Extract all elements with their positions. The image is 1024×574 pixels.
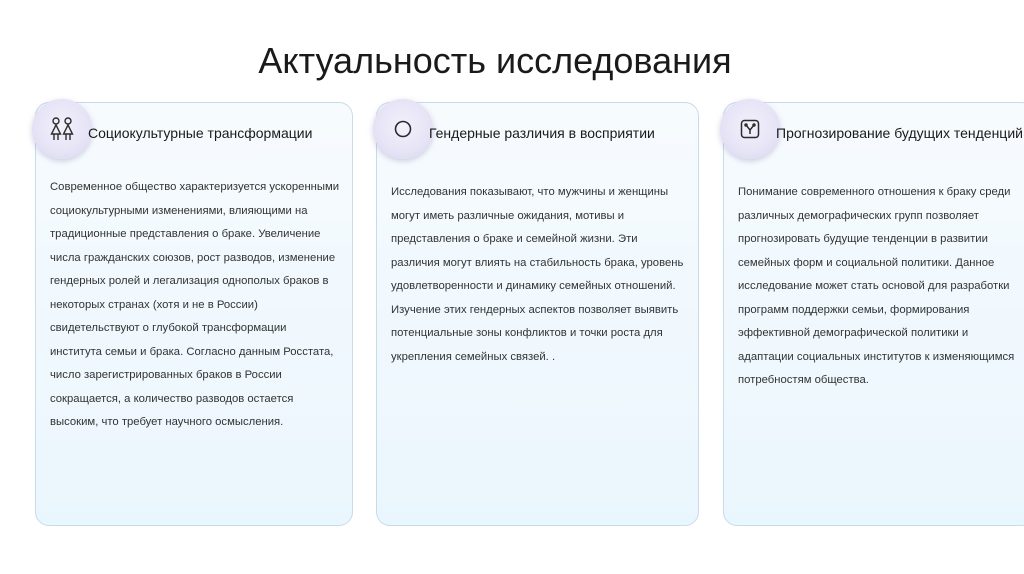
card-sociocultural bbox=[35, 102, 353, 526]
card-forecasting bbox=[723, 102, 1024, 526]
forecast-icon bbox=[720, 99, 780, 159]
card-heading: Гендерные различия в восприятии bbox=[429, 125, 655, 141]
slide-title: Актуальность исследования bbox=[258, 40, 732, 81]
people-icon bbox=[32, 99, 92, 159]
card-gender-differences bbox=[376, 102, 699, 526]
card-body: Современное общество характеризуется ускоренными социокультурными изменениями, влияющими на традиционные представления о браке. Увеличение числа гражданских союзов, рост разводов, изменение гендерных ролей и легализация однополых браков в некоторых странах (хотя и не в России) свидетельствуют о глубокой трансформации института семьи и брака. Согласно данным Росстата, число зарегистрированных браков в России сокращается, а количество разводов остается высоким, что требует научного осмысления. bbox=[50, 181, 340, 428]
card-heading: Социокультурные трансформации bbox=[88, 125, 313, 141]
card-body: Исследования показывают, что мужчины и женщины могут иметь различные ожидания, мотивы и представления о браке и семейной жизни. Эти различия могут влиять на стабильность брака, уровень удовлетворенности и динамику семейных отношений. Изучение этих гендерных аспектов позволяет выявить потенциальные зоны конфликтов и точки роста для укрепления семейных связей. . bbox=[391, 186, 684, 363]
circle-icon bbox=[373, 99, 433, 159]
card-body: Понимание современного отношения к браку среди различных демографических групп позволяет прогнозировать будущие тенденции в развитии семейных форм и социальной политики. Данное исследование может стать основой для разработки программ поддержки семьи, формирования эффективной демографической политики и адаптации социальных институтов к изменяющимся потребностям общества. bbox=[738, 186, 1015, 386]
card-heading: Прогнозирование будущих тенденций bbox=[776, 125, 1023, 141]
